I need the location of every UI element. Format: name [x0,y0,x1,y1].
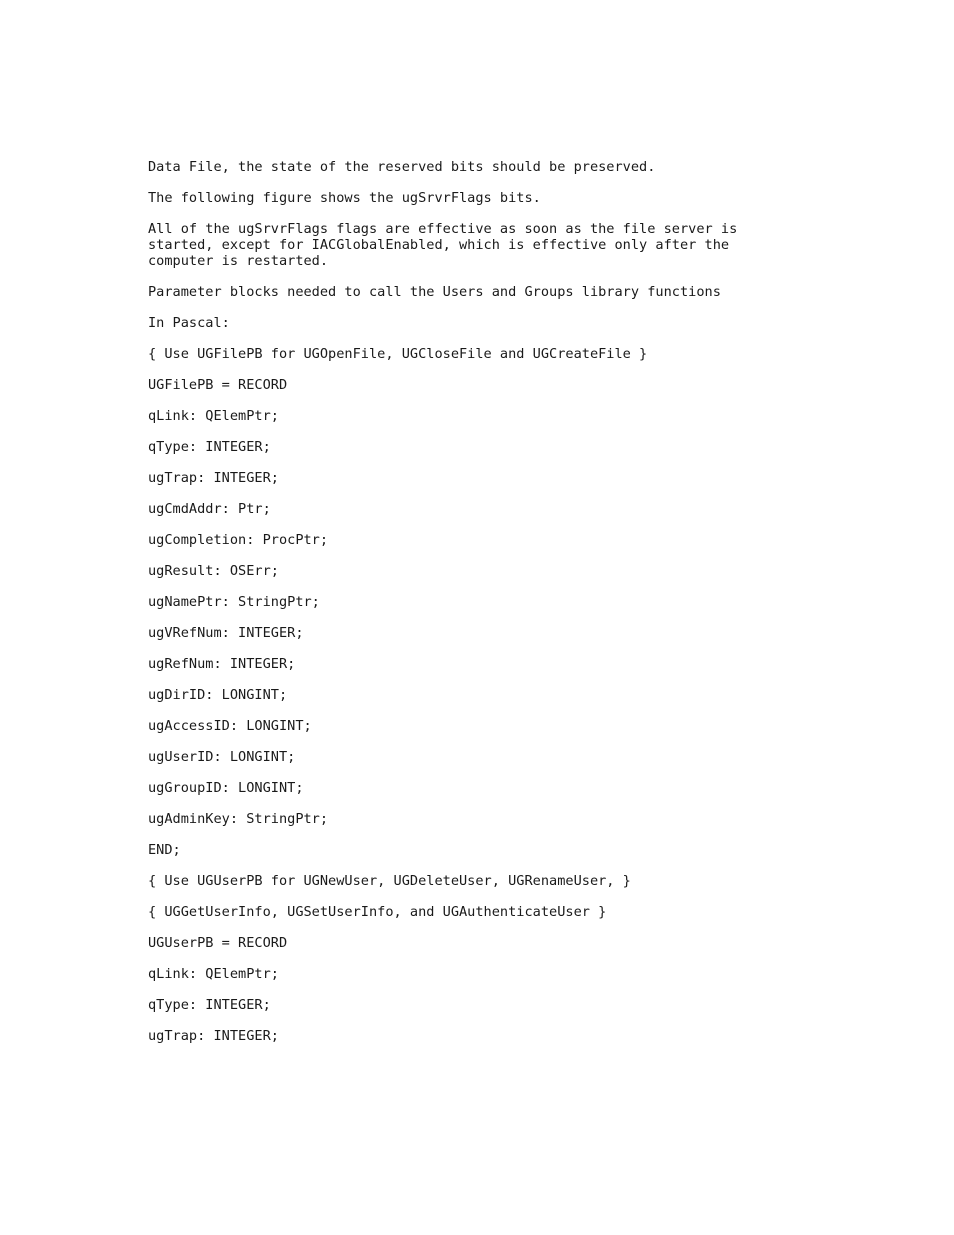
code-field-ugnameptr: ugNamePtr: StringPtr; [148,594,320,610]
code-field-ugresult: ugResult: OSErr; [148,563,279,579]
code-field-qlink: qLink: QElemPtr; [148,408,279,424]
code-field-ugcompletion: ugCompletion: ProcPtr; [148,532,329,548]
code-field-ugvrefnum: ugVRefNum: INTEGER; [148,625,304,641]
paragraph-figure-intro: The following figure shows the ugSrvrFlags bits. [148,190,541,206]
code-field-qtype: qType: INTEGER; [148,997,271,1013]
paragraph-reserved-bits: Data File, the state of the reserved bits should be preserved. [148,159,656,175]
code-end: END; [148,842,181,858]
code-field-ugtrap: ugTrap: INTEGER; [148,1028,279,1044]
paragraph-flags-effective: All of the ugSrvrFlags flags are effective as soon as the file server is started, except for IACGlobalEnabled, which is effective only after the computer is restarted. [148,221,738,269]
code-field-qtype: qType: INTEGER; [148,439,271,455]
code-comment-uguserpb-1: { Use UGUserPB for UGNewUser, UGDeleteUser, UGRenameUser, } [148,873,631,889]
code-field-ugaccessid: ugAccessID: LONGINT; [148,718,312,734]
code-field-ugcmdaddr: ugCmdAddr: Ptr; [148,501,271,517]
code-field-qlink: qLink: QElemPtr; [148,966,279,982]
paragraph-parameter-blocks: Parameter blocks needed to call the Users and Groups library functions [148,284,721,300]
code-field-ugadminkey: ugAdminKey: StringPtr; [148,811,329,827]
document-body [148,159,848,1059]
code-uguserpb-record: UGUserPB = RECORD [148,935,288,951]
code-field-uguserid: ugUserID: LONGINT; [148,749,296,765]
code-field-ugtrap: ugTrap: INTEGER; [148,470,279,486]
code-ugfilepb-record: UGFilePB = RECORD [148,377,288,393]
code-field-ugrefnum: ugRefNum: INTEGER; [148,656,296,672]
paragraph-in-pascal: In Pascal: [148,315,230,331]
code-comment-uguserpb-2: { UGGetUserInfo, UGSetUserInfo, and UGAuthenticateUser } [148,904,607,920]
code-field-ugdirid: ugDirID: LONGINT; [148,687,288,703]
code-field-uggroupid: ugGroupID: LONGINT; [148,780,304,796]
code-comment-ugfilepb: { Use UGFilePB for UGOpenFile, UGCloseFile and UGCreateFile } [148,346,648,362]
